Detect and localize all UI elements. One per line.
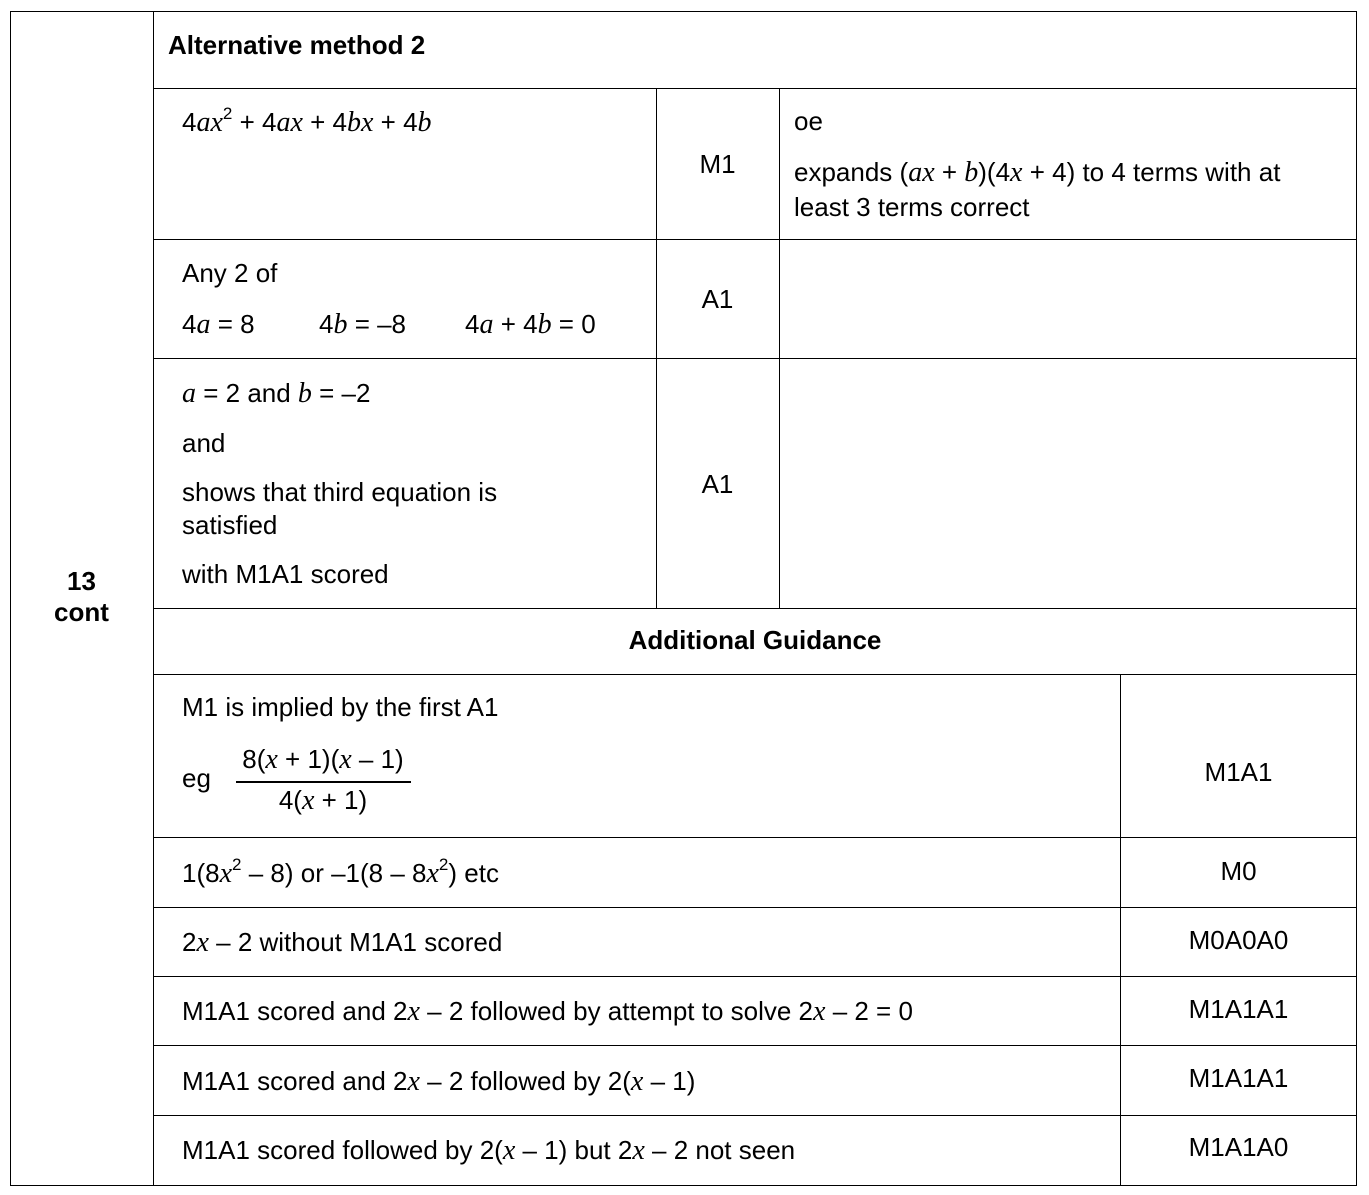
fraction-denominator: 4(x + 1) bbox=[278, 785, 368, 816]
row-divider bbox=[153, 1115, 1357, 1116]
answer-values: a = 2 and b = –2 bbox=[182, 378, 371, 409]
equation-a: 4a = 8 bbox=[182, 309, 255, 340]
answer-with-m1a1: with M1A1 scored bbox=[182, 559, 389, 589]
mark-comments-divider bbox=[779, 88, 780, 608]
row-divider bbox=[153, 976, 1357, 977]
comment-oe: oe bbox=[794, 106, 823, 136]
row-divider bbox=[153, 239, 1357, 240]
guidance-mark: M1A1 bbox=[1204, 757, 1273, 787]
method-title: Alternative method 2 bbox=[168, 30, 426, 60]
fraction-numerator: 8(x + 1)(x – 1) bbox=[242, 744, 404, 775]
guidance-row: M1A1 scored and 2x – 2 followed by 2(x – 1) bbox=[182, 1066, 696, 1097]
equation-b: 4b = –8 bbox=[319, 309, 407, 340]
fraction-bar bbox=[236, 781, 411, 783]
question-column-divider bbox=[153, 11, 154, 1186]
answer-and: and bbox=[182, 428, 226, 458]
answer-expansion: $4ax^2 + 4ax + 4bx + 4b$ bbox=[182, 104, 432, 138]
guidance-implied: M1 is implied by the first A1 bbox=[182, 692, 499, 722]
row-divider bbox=[153, 674, 1357, 675]
comment-terms-correct: least 3 terms correct bbox=[794, 192, 1030, 222]
guidance-title: Additional Guidance bbox=[628, 625, 882, 655]
guidance-eg: eg bbox=[182, 763, 211, 793]
guidance-row: 2x – 2 without M1A1 scored bbox=[182, 927, 503, 958]
mark-a1: A1 bbox=[701, 284, 734, 314]
guidance-mark: M0 bbox=[1220, 856, 1257, 886]
guidance-row: M1A1 scored and 2x – 2 followed by attempt to solve 2x – 2 = 0 bbox=[182, 996, 913, 1027]
guidance-mark: M1A1A1 bbox=[1188, 1063, 1289, 1093]
mark-a1: A1 bbox=[701, 469, 734, 499]
answer-shows: shows that third equation is bbox=[182, 477, 498, 507]
guidance-mark: M1A1A0 bbox=[1188, 1132, 1289, 1162]
question-number: 13 cont bbox=[54, 566, 109, 628]
mark-m1: M1 bbox=[699, 149, 736, 179]
answer-satisfied: satisfied bbox=[182, 510, 278, 540]
row-divider bbox=[153, 88, 1357, 89]
equation-sum: 4a + 4b = 0 bbox=[465, 309, 596, 340]
answer-any-two: Any 2 of bbox=[182, 258, 278, 288]
row-divider bbox=[153, 608, 1357, 609]
guidance-mark: M1A1A1 bbox=[1188, 994, 1289, 1024]
comment-expands: expands (ax + b)(4x + 4) to 4 terms with at bbox=[794, 157, 1281, 188]
guidance-row: M1A1 scored followed by 2(x – 1) but 2x – 2 not seen bbox=[182, 1135, 796, 1166]
guidance-row: $1(8x^2 - 8)$ or $-1(8 - 8x^2)$ etc bbox=[182, 855, 499, 889]
guidance-mark: M0A0A0 bbox=[1188, 925, 1289, 955]
row-divider bbox=[153, 837, 1357, 838]
row-divider bbox=[153, 358, 1357, 359]
row-divider bbox=[153, 907, 1357, 908]
row-divider bbox=[153, 1045, 1357, 1046]
